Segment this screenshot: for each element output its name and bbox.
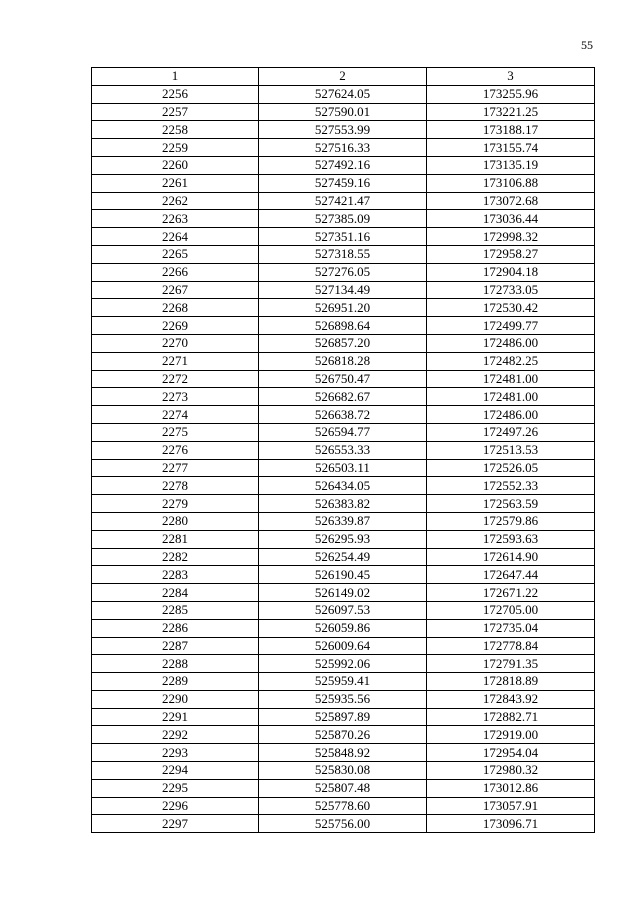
- table-row: [92, 263, 595, 281]
- x-coordinate-cell: 527624.05: [259, 85, 427, 103]
- y-coordinate-cell: 172526.05: [427, 459, 595, 477]
- table-row: [92, 708, 595, 726]
- point-number-cell: 2258: [92, 121, 259, 139]
- y-coordinate-cell: 172563.59: [427, 495, 595, 513]
- y-coordinate-cell: 173155.74: [427, 139, 595, 157]
- x-coordinate-cell: 526339.87: [259, 512, 427, 530]
- point-number-cell: 2263: [92, 210, 259, 228]
- x-coordinate-cell: 526434.05: [259, 477, 427, 495]
- table-row: [92, 281, 595, 299]
- y-coordinate-cell: 172904.18: [427, 263, 595, 281]
- point-number-cell: 2272: [92, 370, 259, 388]
- point-number-cell: 2279: [92, 495, 259, 513]
- x-coordinate-cell: 526682.67: [259, 388, 427, 406]
- table-row: [92, 762, 595, 780]
- table-row: [92, 370, 595, 388]
- y-coordinate-cell: 172882.71: [427, 708, 595, 726]
- point-number-cell: 2277: [92, 459, 259, 477]
- coordinates-table: [91, 67, 595, 833]
- point-number-cell: 2261: [92, 174, 259, 192]
- table-header: [92, 68, 595, 86]
- point-number-cell: 2267: [92, 281, 259, 299]
- point-number-cell: 2291: [92, 708, 259, 726]
- table-row: [92, 406, 595, 424]
- point-number-cell: 2280: [92, 512, 259, 530]
- x-coordinate-cell: 526818.28: [259, 352, 427, 370]
- table-row: [92, 139, 595, 157]
- y-coordinate-cell: 172530.42: [427, 299, 595, 317]
- y-coordinate-cell: 172513.53: [427, 441, 595, 459]
- y-coordinate-cell: 172671.22: [427, 584, 595, 602]
- point-number-cell: 2295: [92, 779, 259, 797]
- x-coordinate-cell: 525992.06: [259, 655, 427, 673]
- y-coordinate-cell: 172499.77: [427, 317, 595, 335]
- table-row: [92, 388, 595, 406]
- x-coordinate-cell: 527276.05: [259, 263, 427, 281]
- x-coordinate-cell: 527492.16: [259, 156, 427, 174]
- y-coordinate-cell: 172818.89: [427, 673, 595, 691]
- page-number: 55: [581, 38, 593, 52]
- x-coordinate-cell: 525870.26: [259, 726, 427, 744]
- y-coordinate-cell: 173096.71: [427, 815, 595, 833]
- x-coordinate-cell: 525807.48: [259, 779, 427, 797]
- point-number-cell: 2285: [92, 601, 259, 619]
- table-row: [92, 317, 595, 335]
- point-number-cell: 2260: [92, 156, 259, 174]
- x-coordinate-cell: 527318.55: [259, 245, 427, 263]
- x-coordinate-cell: 525830.08: [259, 762, 427, 780]
- table-row: [92, 726, 595, 744]
- x-coordinate-cell: 526503.11: [259, 459, 427, 477]
- y-coordinate-cell: 172958.27: [427, 245, 595, 263]
- point-number-cell: 2271: [92, 352, 259, 370]
- y-coordinate-cell: 172980.32: [427, 762, 595, 780]
- x-coordinate-cell: 526383.82: [259, 495, 427, 513]
- table-row: [92, 655, 595, 673]
- x-coordinate-cell: 525959.41: [259, 673, 427, 691]
- y-coordinate-cell: 172486.00: [427, 334, 595, 352]
- point-number-cell: 2276: [92, 441, 259, 459]
- table-row: [92, 423, 595, 441]
- point-number-cell: 2270: [92, 334, 259, 352]
- table-row: [92, 530, 595, 548]
- y-coordinate-cell: 173188.17: [427, 121, 595, 139]
- table-row: [92, 192, 595, 210]
- y-coordinate-cell: 172497.26: [427, 423, 595, 441]
- table-row: [92, 619, 595, 637]
- table-row: [92, 797, 595, 815]
- table-row: [92, 566, 595, 584]
- table-row: [92, 690, 595, 708]
- y-coordinate-cell: 172733.05: [427, 281, 595, 299]
- y-coordinate-cell: 172735.04: [427, 619, 595, 637]
- point-number-cell: 2281: [92, 530, 259, 548]
- x-coordinate-cell: 525897.89: [259, 708, 427, 726]
- table-row: [92, 779, 595, 797]
- point-number-cell: 2286: [92, 619, 259, 637]
- y-coordinate-cell: 172919.00: [427, 726, 595, 744]
- y-coordinate-cell: 173255.96: [427, 85, 595, 103]
- point-number-cell: 2274: [92, 406, 259, 424]
- table-row: [92, 174, 595, 192]
- x-coordinate-cell: 526951.20: [259, 299, 427, 317]
- x-coordinate-cell: 526898.64: [259, 317, 427, 335]
- table-body: [92, 85, 595, 832]
- y-coordinate-cell: 173012.86: [427, 779, 595, 797]
- y-coordinate-cell: 172705.00: [427, 601, 595, 619]
- point-number-cell: 2266: [92, 263, 259, 281]
- y-coordinate-cell: 172552.33: [427, 477, 595, 495]
- x-coordinate-cell: 526254.49: [259, 548, 427, 566]
- y-coordinate-cell: 173036.44: [427, 210, 595, 228]
- point-number-cell: 2292: [92, 726, 259, 744]
- point-number-cell: 2284: [92, 584, 259, 602]
- table-row: [92, 477, 595, 495]
- table-row: [92, 459, 595, 477]
- y-coordinate-cell: 172778.84: [427, 637, 595, 655]
- table-row: [92, 584, 595, 602]
- x-coordinate-cell: 526059.86: [259, 619, 427, 637]
- x-coordinate-cell: 526190.45: [259, 566, 427, 584]
- x-coordinate-cell: 525756.00: [259, 815, 427, 833]
- point-number-cell: 2256: [92, 85, 259, 103]
- table-row: [92, 815, 595, 833]
- x-coordinate-cell: 526553.33: [259, 441, 427, 459]
- y-coordinate-cell: 172481.00: [427, 388, 595, 406]
- point-number-cell: 2287: [92, 637, 259, 655]
- x-coordinate-cell: 526857.20: [259, 334, 427, 352]
- point-number-cell: 2259: [92, 139, 259, 157]
- y-coordinate-cell: 172482.25: [427, 352, 595, 370]
- table-row: [92, 441, 595, 459]
- x-coordinate-cell: 526638.72: [259, 406, 427, 424]
- header-col-1: 1: [92, 68, 259, 86]
- table-row: [92, 85, 595, 103]
- x-coordinate-cell: 526295.93: [259, 530, 427, 548]
- x-coordinate-cell: 527134.49: [259, 281, 427, 299]
- point-number-cell: 2278: [92, 477, 259, 495]
- table-row: [92, 299, 595, 317]
- point-number-cell: 2269: [92, 317, 259, 335]
- table-row: [92, 512, 595, 530]
- table-row: [92, 156, 595, 174]
- y-coordinate-cell: 172791.35: [427, 655, 595, 673]
- point-number-cell: 2273: [92, 388, 259, 406]
- x-coordinate-cell: 526097.53: [259, 601, 427, 619]
- y-coordinate-cell: 173221.25: [427, 103, 595, 121]
- x-coordinate-cell: 525848.92: [259, 744, 427, 762]
- table-row: [92, 637, 595, 655]
- y-coordinate-cell: 173106.88: [427, 174, 595, 192]
- x-coordinate-cell: 527459.16: [259, 174, 427, 192]
- table-row: [92, 334, 595, 352]
- point-number-cell: 2262: [92, 192, 259, 210]
- table-row: [92, 601, 595, 619]
- y-coordinate-cell: 172579.86: [427, 512, 595, 530]
- point-number-cell: 2257: [92, 103, 259, 121]
- point-number-cell: 2293: [92, 744, 259, 762]
- point-number-cell: 2297: [92, 815, 259, 833]
- x-coordinate-cell: 527553.99: [259, 121, 427, 139]
- table-row: [92, 121, 595, 139]
- point-number-cell: 2294: [92, 762, 259, 780]
- table-row: [92, 245, 595, 263]
- table-row: [92, 103, 595, 121]
- y-coordinate-cell: 172486.00: [427, 406, 595, 424]
- point-number-cell: 2296: [92, 797, 259, 815]
- table-row: [92, 548, 595, 566]
- point-number-cell: 2282: [92, 548, 259, 566]
- y-coordinate-cell: 173057.91: [427, 797, 595, 815]
- point-number-cell: 2264: [92, 228, 259, 246]
- x-coordinate-cell: 526009.64: [259, 637, 427, 655]
- header-col-2: 2: [259, 68, 427, 86]
- point-number-cell: 2265: [92, 245, 259, 263]
- y-coordinate-cell: 173135.19: [427, 156, 595, 174]
- point-number-cell: 2268: [92, 299, 259, 317]
- table-row: [92, 673, 595, 691]
- table-row: [92, 228, 595, 246]
- x-coordinate-cell: 527385.09: [259, 210, 427, 228]
- x-coordinate-cell: 527516.33: [259, 139, 427, 157]
- y-coordinate-cell: 172647.44: [427, 566, 595, 584]
- x-coordinate-cell: 526594.77: [259, 423, 427, 441]
- y-coordinate-cell: 172481.00: [427, 370, 595, 388]
- y-coordinate-cell: 172998.32: [427, 228, 595, 246]
- table-row: [92, 210, 595, 228]
- x-coordinate-cell: 526149.02: [259, 584, 427, 602]
- table-row: [92, 744, 595, 762]
- x-coordinate-cell: 526750.47: [259, 370, 427, 388]
- point-number-cell: 2288: [92, 655, 259, 673]
- header-col-3: 3: [427, 68, 595, 86]
- y-coordinate-cell: 172593.63: [427, 530, 595, 548]
- y-coordinate-cell: 173072.68: [427, 192, 595, 210]
- point-number-cell: 2283: [92, 566, 259, 584]
- point-number-cell: 2290: [92, 690, 259, 708]
- x-coordinate-cell: 527351.16: [259, 228, 427, 246]
- y-coordinate-cell: 172843.92: [427, 690, 595, 708]
- x-coordinate-cell: 527421.47: [259, 192, 427, 210]
- point-number-cell: 2275: [92, 423, 259, 441]
- y-coordinate-cell: 172614.90: [427, 548, 595, 566]
- x-coordinate-cell: 525935.56: [259, 690, 427, 708]
- table-row: [92, 495, 595, 513]
- x-coordinate-cell: 527590.01: [259, 103, 427, 121]
- y-coordinate-cell: 172954.04: [427, 744, 595, 762]
- x-coordinate-cell: 525778.60: [259, 797, 427, 815]
- header-row: [92, 68, 595, 86]
- point-number-cell: 2289: [92, 673, 259, 691]
- table-row: [92, 352, 595, 370]
